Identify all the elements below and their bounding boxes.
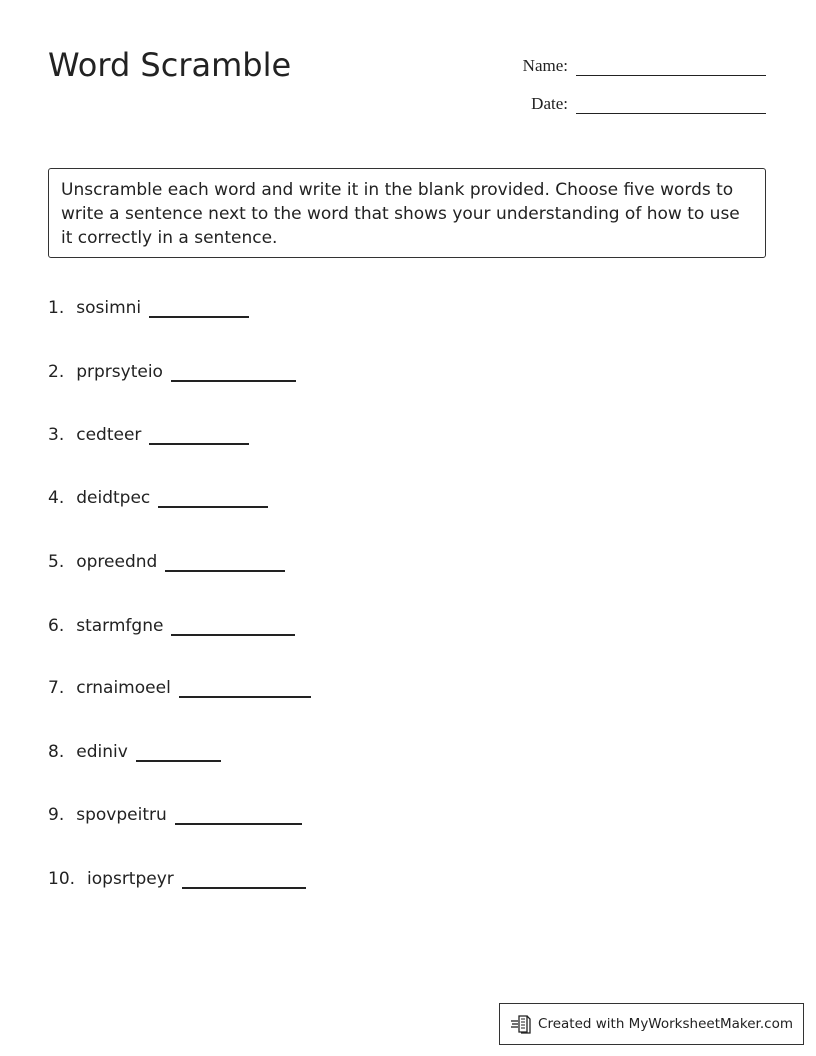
answer-blank[interactable] xyxy=(179,682,311,698)
item-number: 2. xyxy=(48,362,65,382)
list-item xyxy=(48,425,249,445)
item-number: 1. xyxy=(48,298,65,318)
scrambled-word: ediniv xyxy=(76,742,128,762)
item-number: 3. xyxy=(48,425,65,445)
scrambled-word: spovpeitru xyxy=(76,805,167,825)
name-label: Name: xyxy=(522,56,568,75)
name-field-row xyxy=(508,56,766,76)
list-item xyxy=(48,298,249,318)
answer-blank[interactable] xyxy=(171,366,296,382)
answer-blank[interactable] xyxy=(136,746,221,762)
scrambled-word: prprsyteio xyxy=(76,362,163,382)
answer-blank[interactable] xyxy=(175,809,302,825)
instructions-box: Unscramble each word and write it in the blank provided. Choose five words to write a sentence next to the word that shows your understanding of how to use it correctly in a sentence. xyxy=(48,168,766,258)
date-field[interactable] xyxy=(576,99,766,114)
answer-blank[interactable] xyxy=(182,873,306,889)
list-item xyxy=(48,616,295,636)
scrambled-word: deidtpec xyxy=(76,488,151,508)
list-item xyxy=(48,742,221,762)
footer-badge[interactable] xyxy=(499,1003,804,1045)
item-number: 6. xyxy=(48,616,65,636)
scrambled-word: crnaimoeel xyxy=(76,678,171,698)
name-field[interactable] xyxy=(576,61,766,76)
item-number: 8. xyxy=(48,742,65,762)
list-item xyxy=(48,488,268,508)
item-number: 4. xyxy=(48,488,65,508)
answer-blank[interactable] xyxy=(165,556,285,572)
scrambled-word: cedteer xyxy=(76,425,142,445)
list-item xyxy=(48,805,302,825)
scrambled-word: starmfgne xyxy=(76,616,164,636)
list-item xyxy=(48,362,296,382)
answer-blank[interactable] xyxy=(158,492,268,508)
scrambled-word: opreednd xyxy=(76,552,158,572)
scrambled-word: iopsrtpeyr xyxy=(87,869,174,889)
list-item xyxy=(48,869,306,889)
item-number: 10. xyxy=(48,869,76,889)
item-number: 5. xyxy=(48,552,65,572)
list-item xyxy=(48,678,311,698)
worksheet-maker-logo-icon xyxy=(510,1013,532,1035)
answer-blank[interactable] xyxy=(171,620,295,636)
answer-blank[interactable] xyxy=(149,302,249,318)
footer-text: Created with MyWorksheetMaker.com xyxy=(538,1016,793,1032)
answer-blank[interactable] xyxy=(149,429,249,445)
scrambled-word: sosimni xyxy=(76,298,142,318)
page-title: Word Scramble xyxy=(48,46,292,84)
list-item xyxy=(48,552,285,572)
item-number: 7. xyxy=(48,678,65,698)
date-label: Date: xyxy=(531,94,568,113)
date-field-row xyxy=(508,94,766,114)
item-number: 9. xyxy=(48,805,65,825)
